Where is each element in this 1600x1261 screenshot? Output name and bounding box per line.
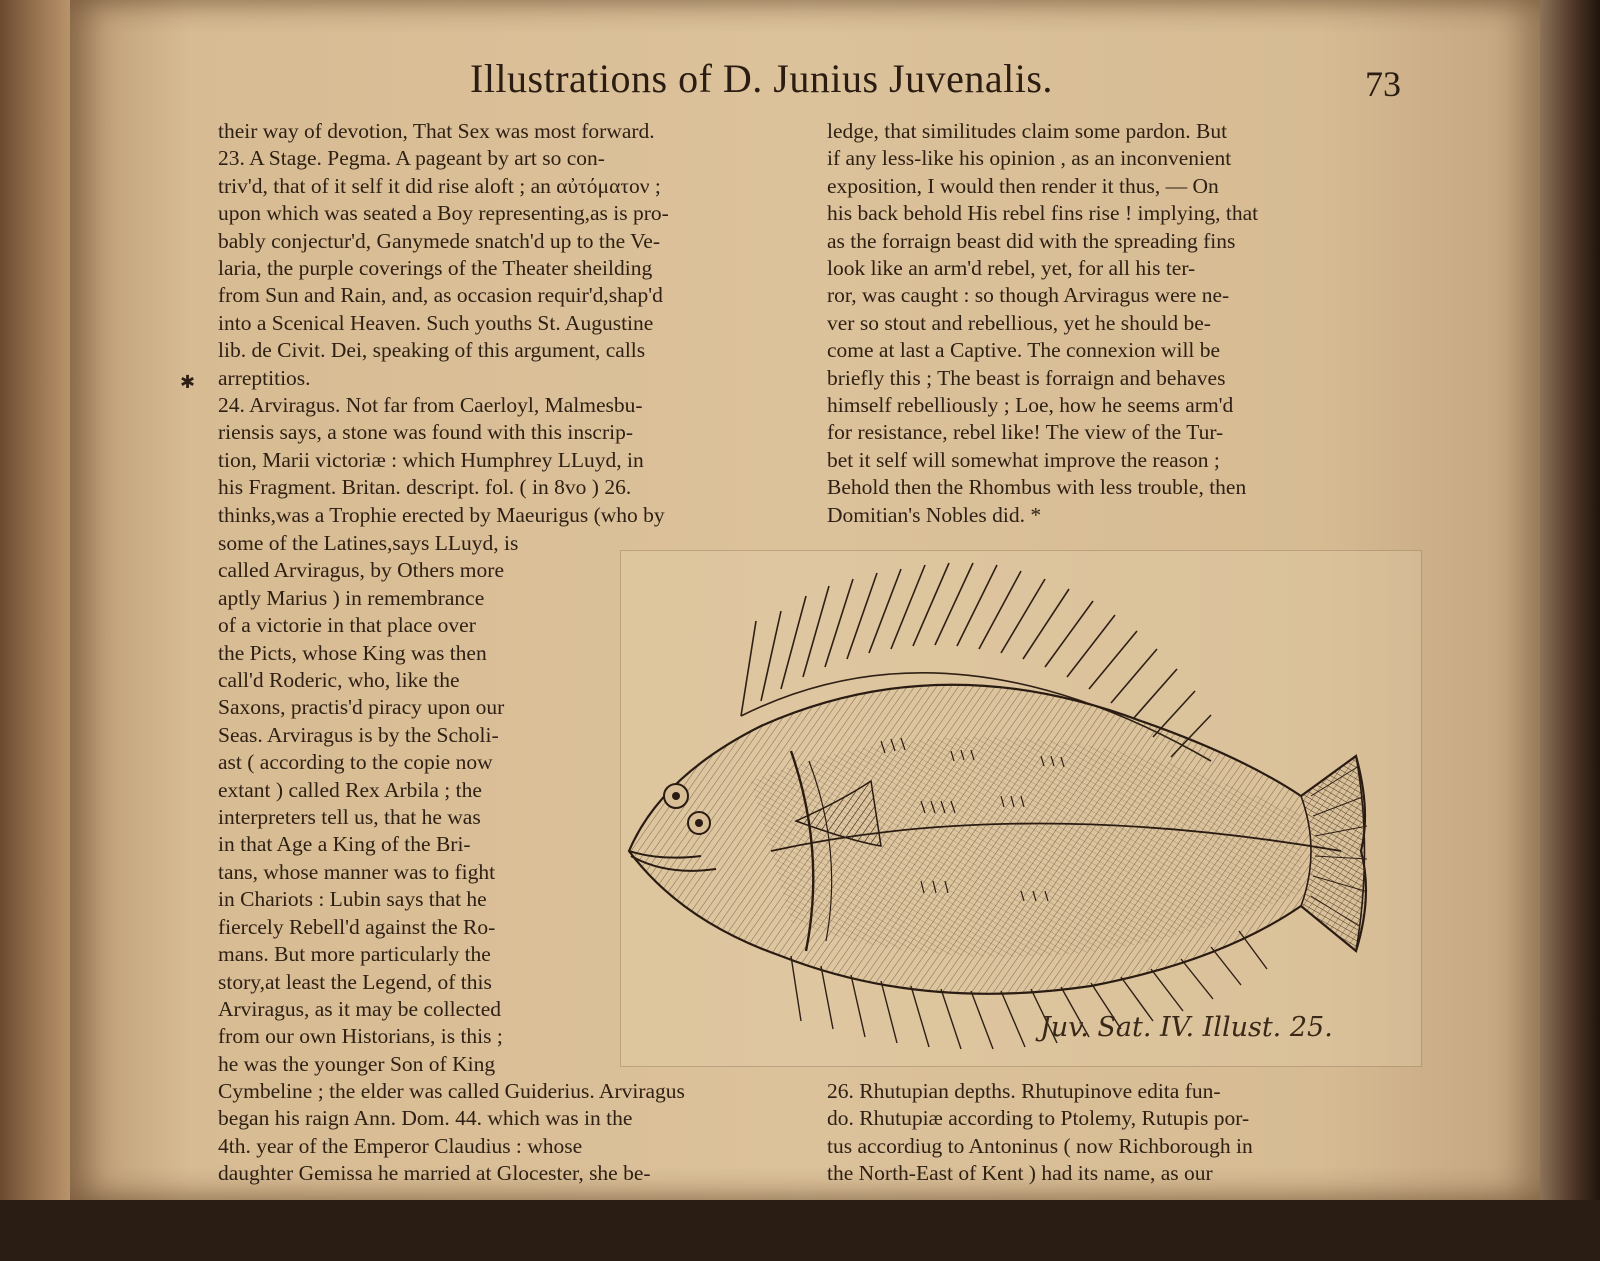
text-line: he was the younger Son of King <box>218 1051 496 1076</box>
text-line: Domitian's Nobles did. * <box>827 502 1042 527</box>
text-line: Seas. Arviragus is by the Scholi- <box>218 722 499 747</box>
text-line: call'd Roderic, who, like the <box>218 668 460 693</box>
text-line: laria, the purple coverings of the Theater sheilding <box>218 256 653 281</box>
text-line: upon which was seated a Boy representing,as is pro- <box>218 201 669 226</box>
text-line: as the forraign beast did with the spreading fins <box>827 228 1236 253</box>
text-line: exposition, I would then render it thus, — On <box>827 173 1219 198</box>
text-line: ver so stout and rebellious, yet he should be- <box>827 310 1211 335</box>
tail-fin <box>1301 756 1365 951</box>
text-line: Cymbeline ; the elder was called Guiderius. Arviragus <box>218 1079 685 1103</box>
text-line: thinks,was a Trophie erected by Maeurigus (who by <box>218 502 665 527</box>
text-line: fiercely Rebell'd against the Ro- <box>218 914 496 939</box>
text-line: the Picts, whose King was then <box>218 640 487 665</box>
text-line: ast ( according to the copie now <box>218 750 493 775</box>
left-column-bottom <box>218 1078 803 1188</box>
text-line: his Fragment. Britan. descript. fol. ( in 8vo ) 26. <box>218 475 632 500</box>
book-edge-right <box>1540 0 1600 1200</box>
text-line: tans, whose manner was to fight <box>218 859 496 884</box>
page-number: 73 <box>1365 64 1401 104</box>
text-line: into a Scenical Heaven. Such youths St. Augustine <box>218 310 654 335</box>
text-line: the North-East of Kent ) had its name, as our <box>827 1161 1213 1186</box>
text-line: Saxons, practis'd piracy upon our <box>218 695 505 720</box>
text-line: interpreters tell us, that he was <box>218 805 481 830</box>
turbot-fish-engraving <box>621 551 1421 1066</box>
text-line: mans. But more particularly the <box>218 942 491 967</box>
text-line: Arviragus, as it may be collected <box>218 996 501 1021</box>
text-line: ror, was caught : so though Arviragus were ne- <box>827 283 1230 308</box>
left-column-top <box>218 118 803 529</box>
text-line: briefly this ; The beast is forraign and behaves <box>827 365 1226 390</box>
text-line: from Sun and Rain, and, as occasion requir'd,shap'd <box>218 283 663 308</box>
text-line: aptly Marius ) in remembrance <box>218 585 485 610</box>
text-line: 23. A Stage. Pegma. A pageant by art so con- <box>218 146 605 171</box>
text-line: extant ) called Rex Arbila ; the <box>218 777 482 802</box>
text-line: called Arviragus, by Others more <box>218 558 504 583</box>
text-line: tion, Marii victoriæ : which Humphrey LLuyd, in <box>218 447 644 472</box>
text-line: in that Age a King of the Bri- <box>218 832 471 857</box>
text-line: do. Rhutupiæ according to Ptolemy, Rutupis por- <box>827 1106 1250 1131</box>
text-line: some of the Latines,says LLuyd, is <box>218 531 519 555</box>
text-line: began his raign Ann. Dom. 44. which was in the <box>218 1106 633 1131</box>
text-line: bet it self will somewhat improve the reason ; <box>827 447 1220 472</box>
running-head: Illustrations of D. Junius Juvenalis. <box>470 56 1053 101</box>
text-line: if any less-like his opinion , as an inconvenient <box>827 146 1232 171</box>
plate-caption: Juv. Sat. IV. Illust. 25. <box>1040 1012 1333 1043</box>
text-line: their way of devotion, That Sex was most forward. <box>218 119 655 143</box>
left-column-narrow <box>218 530 603 1078</box>
text-line: tus accordiug to Antoninus ( now Richborough in <box>827 1133 1253 1158</box>
text-line: 26. Rhutupian depths. Rhutupinove edita fun- <box>827 1079 1221 1103</box>
text-line: arreptitios. <box>218 365 311 390</box>
text-line: 4th. year of the Emperor Claudius : whose <box>218 1133 583 1158</box>
text-line: riensis says, a stone was found with this inscrip- <box>218 420 634 445</box>
margin-mark: ✱ <box>180 372 196 393</box>
text-line: 24. Arviragus. Not far from Caerloyl, Malmesbu- <box>218 393 643 418</box>
text-line: from our own Historians, is this ; <box>218 1024 503 1049</box>
text-line: look like an arm'd rebel, yet, for all his ter- <box>827 256 1196 281</box>
text-line: lib. de Civit. Dei, speaking of this argument, calls <box>218 338 646 363</box>
engraved-plate <box>620 550 1422 1067</box>
text-line: daughter Gemissa he married at Glocester, she be- <box>218 1161 651 1186</box>
text-line: triv'd, that of it self it did rise aloft ; an αὐτόματον ; <box>218 173 661 198</box>
text-line: of a victorie in that place over <box>218 613 476 638</box>
text-line: bably conjectur'd, Ganymede snatch'd up to the Ve- <box>218 228 660 253</box>
book-gutter-left <box>0 0 70 1200</box>
text-line: Behold then the Rhombus with less trouble, then <box>827 475 1247 500</box>
text-line: his back behold His rebel fins rise ! implying, that <box>827 201 1259 226</box>
text-line: ledge, that similitudes claim some pardon. But <box>827 119 1228 143</box>
text-line: story,at least the Legend, of this <box>218 969 492 994</box>
text-line: for resistance, rebel like! The view of the Tur- <box>827 420 1224 445</box>
text-line: come at last a Captive. The connexion will be <box>827 338 1221 363</box>
right-column-bottom <box>827 1078 1417 1188</box>
text-line: himself rebelliously ; Loe, how he seems arm'd <box>827 393 1234 418</box>
text-line: in Chariots : Lubin says that he <box>218 887 487 912</box>
right-column-top <box>827 118 1417 529</box>
